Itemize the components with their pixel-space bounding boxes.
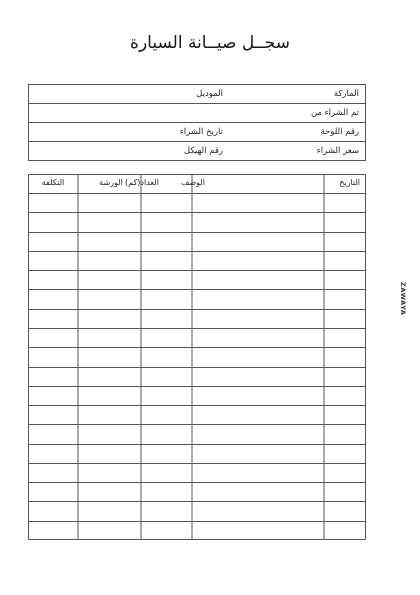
header-date: التاريخ bbox=[339, 178, 360, 187]
brand-logo: ZAWAYA bbox=[399, 282, 407, 316]
maintenance-table bbox=[28, 174, 366, 540]
plate-label: رقم اللوحة bbox=[320, 127, 359, 137]
chassis-label: رقم الهيكل bbox=[183, 146, 223, 156]
info-row-purchased-from bbox=[29, 104, 365, 123]
car-info-box bbox=[28, 84, 366, 161]
header-cost: التكلفة bbox=[41, 178, 65, 187]
table-grid bbox=[28, 174, 366, 540]
price-label: سعر الشراء bbox=[316, 146, 359, 156]
header-workshop: الورشة bbox=[99, 178, 123, 187]
page-title: سجــل صيــانة السيارة bbox=[130, 33, 290, 53]
purchased-from-label: تم الشراء من bbox=[310, 108, 359, 118]
info-row-plate bbox=[29, 123, 365, 142]
model-label: الموديل bbox=[196, 89, 223, 99]
purchase-date-label: تاريخ الشراء bbox=[179, 127, 223, 137]
info-row-price bbox=[29, 142, 365, 161]
header-odometer: العداد(كم) bbox=[125, 178, 159, 187]
header-description: الوصف bbox=[181, 178, 205, 187]
info-row-brand bbox=[29, 85, 365, 104]
brand-label: الماركة bbox=[333, 89, 359, 99]
